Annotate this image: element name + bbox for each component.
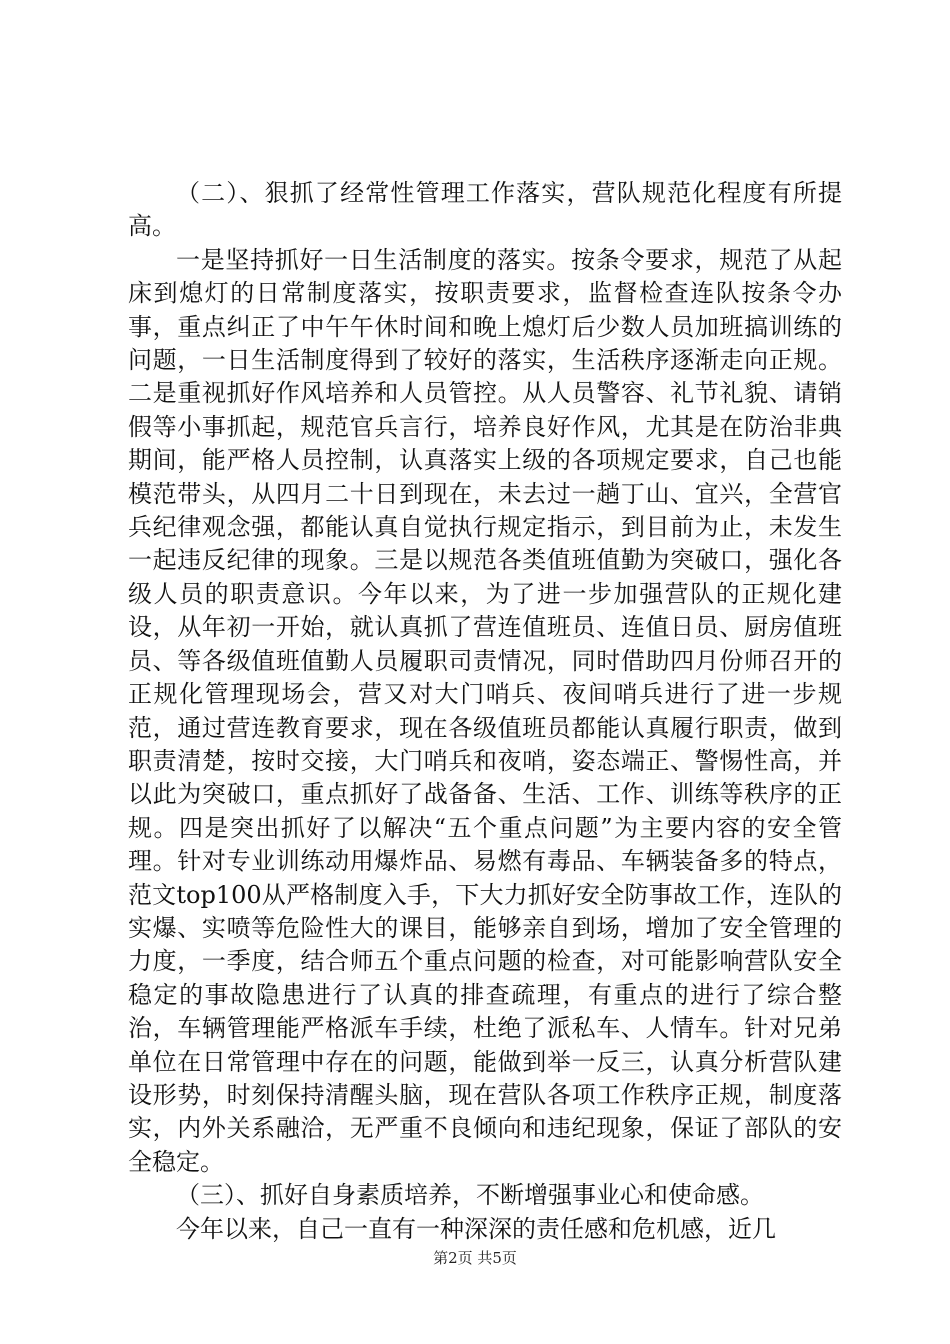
document-body	[128, 177, 842, 1246]
section-heading-3: （三）、抓好自身素质培养，不断增强事业心和使命感。	[176, 1181, 764, 1210]
body-paragraph: 今年以来，自己一直有一种深深的责任感和危机感，近几	[176, 1214, 776, 1243]
section-heading-2: （二）、狠抓了经常性管理工作落实，营队规范化程度有所提高。	[128, 179, 842, 241]
page-footer: 第2页 共5页	[433, 1249, 517, 1267]
body-paragraph: 一是坚持抓好一日生活制度的落实。按条令要求，规范了从起床到熄灯的日常制度落实，按职责要求，监督检查连队按条令办事，重点纠正了中午午休时间和晚上熄灯后少数人员加班搞训练的问题，一日生活制度得到了较好的落实，生活秩序逐渐走向正规。二是重视抓好作风培养和人员管控。从人员警容、礼节礼貌、请销假等小事抓起，规范官兵言行，培养良好作风，尤其是在防治非典期间，能严格人员控制，认真落实上级的各项规定要求，自己也能模范带头，从四月二十日到现在，未去过一趟丁山、宜兴，全营官兵纪律观念强，都能认真自觉执行规定指示，到目前为止，未发生一起违反纪律的现象。三是以规范各类值班值勤为突破口，强化各级人员的职责意识。今年以来，为了进一步加强营队的正规化建设，从年初一开始，就认真抓了营连值班员、连值日员、厨房值班员、等各级值班值勤人员履职司责情况，同时借助四月份师召开的正规化管理现场会，营又对大门哨兵、夜间哨兵进行了进一步规范，通过营连教育要求，现在各级值班员都能认真履行职责，做到职责清楚，按时交接，大门哨兵和夜哨，姿态端正、警惕性高，并以此为突破口，重点抓好了战备备、生活、工作、训练等秩序的正规。四是突出抓好了以解决“五个重点问题”为主要内容的安全管理。针对专业训练动用爆炸品、易燃有毒品、车辆装备多的特点，范文top100从严格制度入手，下大力抓好安全防事故工作，连队的实爆、实喷等危险性大的课目，能够亲自到场，增加了安全管理的力度，一季度，结合师五个重点问题的检查，对可能影响营队安全稳定的事故隐患进行了认真的排查疏理，有重点的进行了综合整治，车辆管理能严格派车手续，杜绝了派私车、人情车。针对兄弟单位在日常管理中存在的问题，能做到举一反三，认真分析营队建设形势，时刻保持清醒头脑，现在营队各项工作秩序正规，制度落实，内外关系融洽，无严重不良倾向和违纪现象，保证了部队的安全稳定。	[128, 245, 842, 1176]
